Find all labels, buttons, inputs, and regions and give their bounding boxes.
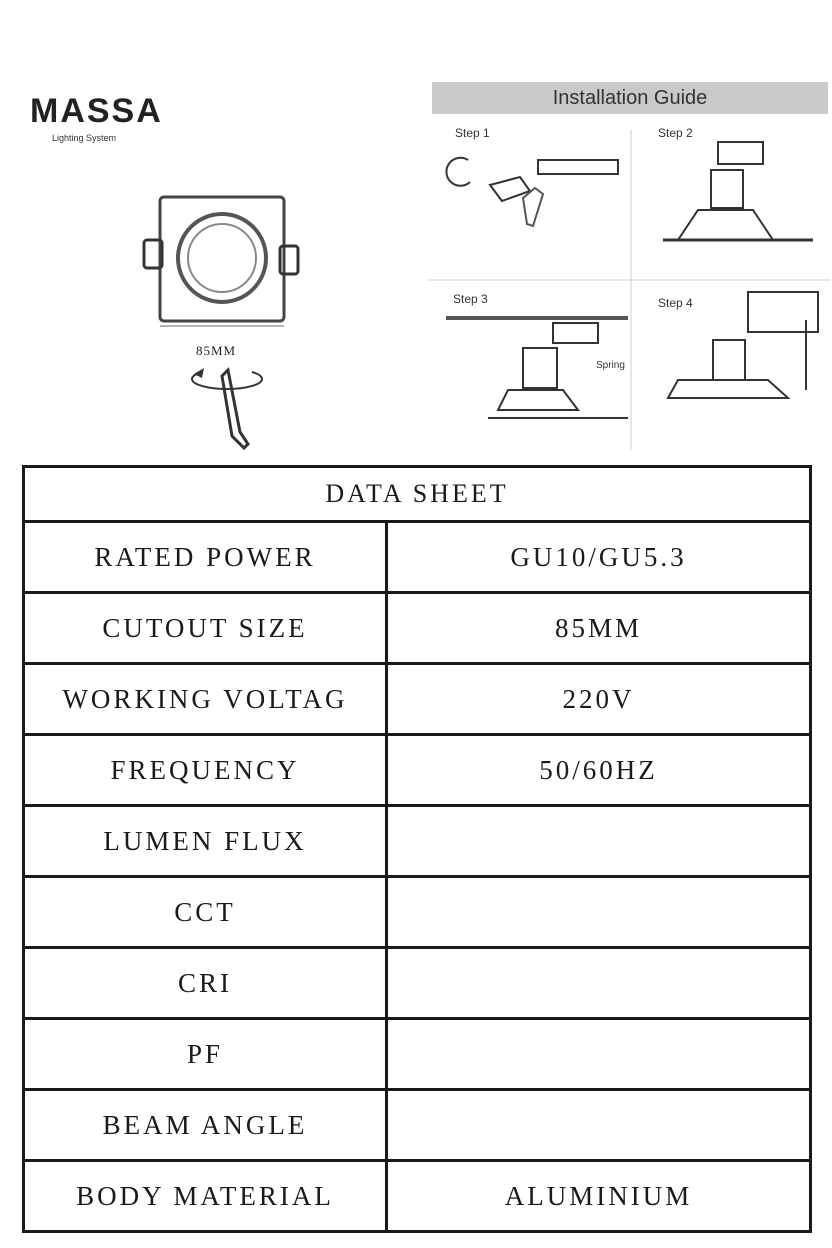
step-3-label: Step 3 (453, 292, 488, 306)
cutout-size-label: 85MM (196, 343, 237, 358)
data-sheet-table (22, 465, 812, 1233)
brand-tagline: Lighting System (52, 133, 117, 143)
row-label: FREQUENCY (25, 736, 388, 804)
table-row (25, 1020, 809, 1091)
row-label: CCT (25, 878, 388, 946)
row-label: LUMEN FLUX (25, 807, 388, 875)
row-value: 220V (562, 683, 635, 714)
table-row (25, 594, 809, 665)
step-2-label: Step 2 (658, 126, 693, 140)
table-row (25, 1162, 809, 1230)
row-label: CRI (25, 949, 388, 1017)
row-label: CUTOUT SIZE (25, 594, 388, 662)
step-4-label: Step 4 (658, 296, 693, 310)
installation-guide-title: Installation Guide (432, 82, 828, 114)
row-label: BEAM ANGLE (25, 1091, 388, 1159)
product-illustration (140, 192, 310, 462)
table-row (25, 665, 809, 736)
brand-name: MASSA (30, 92, 163, 130)
step-1-label: Step 1 (455, 126, 490, 140)
table-row (25, 1091, 809, 1162)
row-value (388, 1020, 809, 1088)
table-row (25, 878, 809, 949)
row-value (388, 807, 809, 875)
data-sheet-title: DATA SHEET (25, 468, 809, 523)
table-row (25, 949, 809, 1020)
row-value: ALUMINIUM (504, 1180, 693, 1211)
row-label: WORKING VOLTAG (25, 665, 388, 733)
row-value: 50/60HZ (539, 754, 658, 785)
spring-label: Spring (596, 360, 625, 371)
brand-logo (30, 92, 163, 143)
row-value: 85MM (554, 612, 642, 643)
table-row (25, 523, 809, 594)
row-value: GU10/GU5.3 (510, 541, 687, 572)
row-value (388, 949, 809, 1017)
table-row (25, 736, 809, 807)
row-label: RATED POWER (25, 523, 388, 591)
row-label: BODY MATERIAL (25, 1162, 388, 1230)
row-value (388, 1091, 809, 1159)
table-row (25, 807, 809, 878)
row-value (388, 878, 809, 946)
row-label: PF (25, 1020, 388, 1088)
